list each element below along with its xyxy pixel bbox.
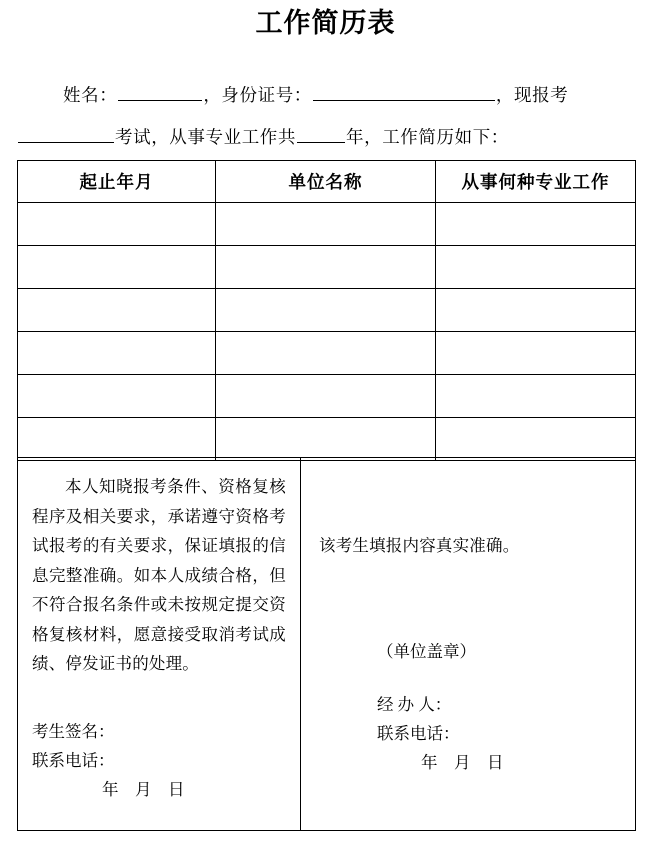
- id-number-label: ，身份证号：: [203, 85, 312, 105]
- intro-line-2: [17, 116, 635, 158]
- declaration-section: [17, 457, 636, 831]
- column-header-period: 起止年月: [18, 161, 216, 203]
- cell-profession[interactable]: [436, 332, 636, 375]
- cell-period[interactable]: [18, 289, 216, 332]
- resume-follows-label: 年，工作简历如下：: [346, 127, 509, 147]
- employer-officer-label[interactable]: 经 办 人：: [377, 695, 452, 714]
- intro-paragraph: [17, 74, 635, 158]
- exam-name-blank-field[interactable]: [18, 126, 114, 143]
- candidate-declaration-text: 本人知晓报考条件、资格复核程序及相关要求，承诺遵守资格考试报考的有关要求，保证填报的信息完整准确。如本人成绩合格，但不符合报名条件或未按规定提交资格复核材料，愿意接受取消考试成绩、停发证书的处理。: [32, 477, 286, 673]
- work-history-table: [17, 160, 636, 461]
- cell-period[interactable]: [18, 375, 216, 418]
- candidate-declaration-inner: [18, 458, 300, 830]
- cell-profession[interactable]: [436, 418, 636, 461]
- candidate-declaration-cell: [18, 458, 301, 831]
- name-label: 姓名：: [63, 85, 118, 105]
- cell-period[interactable]: [18, 203, 216, 246]
- candidate-date-label[interactable]: 年 月 日: [102, 780, 185, 799]
- employer-statement-text: 该考生填报内容真实准确。: [319, 536, 520, 555]
- cell-employer[interactable]: [216, 375, 436, 418]
- exam-years-label: 考试，从事专业工作共: [115, 127, 296, 147]
- employer-declaration-inner: [301, 458, 635, 830]
- applying-for-label: ，现报考: [495, 85, 569, 105]
- cell-employer[interactable]: [216, 332, 436, 375]
- employer-declaration-cell: [301, 458, 636, 831]
- page-title: 工作简历表: [255, 8, 396, 38]
- cell-profession[interactable]: [436, 203, 636, 246]
- cell-employer[interactable]: [216, 246, 436, 289]
- cell-profession[interactable]: [436, 289, 636, 332]
- candidate-phone-label[interactable]: 联系电话：: [32, 751, 115, 770]
- cell-profession[interactable]: [436, 375, 636, 418]
- cell-profession[interactable]: [436, 246, 636, 289]
- table-header-row: [18, 161, 636, 203]
- cell-employer[interactable]: [216, 418, 436, 461]
- candidate-sign-block: [32, 717, 185, 804]
- table-row: [18, 375, 636, 418]
- cell-period[interactable]: [18, 332, 216, 375]
- candidate-signature-label[interactable]: 考生签名：: [32, 722, 115, 741]
- column-header-profession: 从事何种专业工作: [436, 161, 636, 203]
- cell-employer[interactable]: [216, 203, 436, 246]
- column-header-employer: 单位名称: [216, 161, 436, 203]
- cell-period[interactable]: [18, 246, 216, 289]
- employer-date-label[interactable]: 年 月 日: [421, 753, 504, 772]
- name-blank-field[interactable]: [118, 84, 202, 101]
- cell-employer[interactable]: [216, 289, 436, 332]
- table-row: [18, 246, 636, 289]
- intro-line-1: [17, 74, 635, 116]
- employer-officer-block: [377, 690, 504, 777]
- table-row: [18, 203, 636, 246]
- table-row: [18, 418, 636, 461]
- table-row: [18, 289, 636, 332]
- years-blank-field[interactable]: [297, 126, 345, 143]
- id-number-blank-field[interactable]: [313, 84, 495, 101]
- table-row: [18, 332, 636, 375]
- employer-seal-label[interactable]: （单位盖章）: [377, 642, 476, 661]
- employer-phone-label[interactable]: 联系电话：: [377, 724, 460, 743]
- cell-period[interactable]: [18, 418, 216, 461]
